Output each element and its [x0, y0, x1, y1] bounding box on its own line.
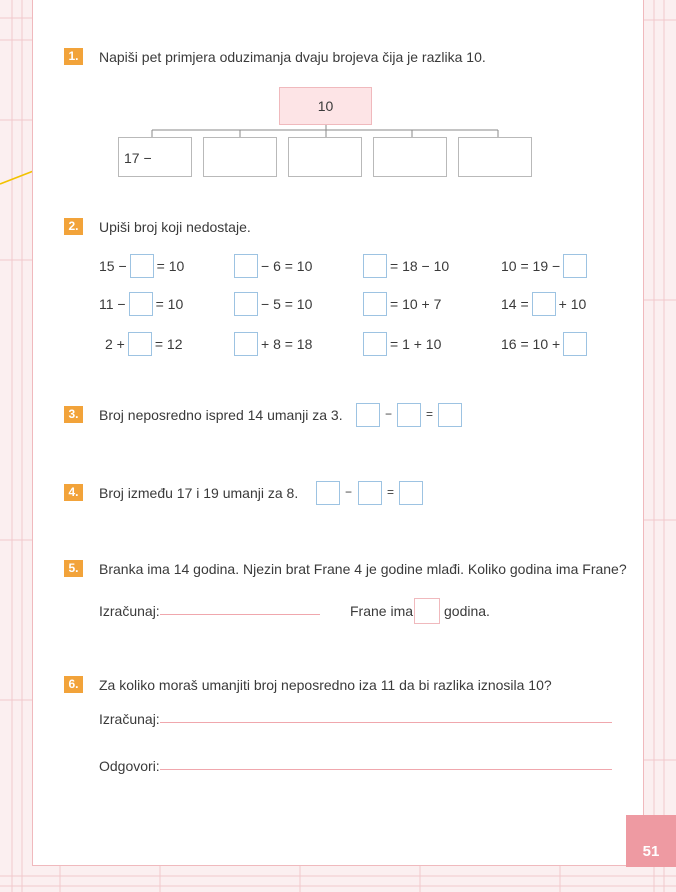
equation-right: = 12 [154, 336, 183, 352]
answer-box[interactable] [397, 403, 421, 427]
tree-answer-box[interactable] [203, 137, 277, 177]
task-text: Napiši pet primjera oduzimanja dvaju brojeva čija je razlika 10. [99, 49, 486, 65]
task-number: 6. [64, 676, 83, 693]
answer-prefix: Frane ima [350, 603, 414, 619]
task-text: Branka ima 14 godina. Njezin brat Frane 4 je godine mlađi. Koliko godina ima Frane? [99, 561, 627, 577]
equals-sign: = [387, 485, 395, 499]
equation-right: − 6 = 10 [261, 258, 313, 274]
missing-number-box[interactable] [129, 292, 153, 316]
equation-left: 14 = [501, 296, 529, 312]
equation-right: − 5 = 10 [261, 296, 313, 312]
equation [363, 331, 441, 357]
equation-left: 11 − [99, 296, 126, 312]
task-text: Za koliko moraš umanjiti broj neposredno iza 11 da bi razlika iznosila 10? [99, 677, 552, 693]
equation-right: = 10 + 7 [390, 296, 442, 312]
equation-right: = 10 [156, 258, 185, 274]
task-number: 4. [64, 484, 83, 501]
tree-answer-box[interactable] [288, 137, 362, 177]
equation [501, 291, 586, 317]
missing-number-box[interactable] [234, 254, 258, 278]
answer-box[interactable] [414, 598, 440, 624]
calculate-label: Izračunaj: [99, 603, 160, 619]
equation [234, 291, 312, 317]
minus-sign: − [345, 485, 353, 499]
tree-root-box [279, 87, 372, 125]
missing-number-box[interactable] [234, 292, 258, 316]
task-text: Broj neposredno ispred 14 umanji za 3. [99, 407, 343, 423]
missing-number-box[interactable] [363, 254, 387, 278]
answer-suffix: godina. [444, 603, 490, 619]
missing-number-box[interactable] [563, 254, 587, 278]
answer-line[interactable] [160, 769, 612, 770]
missing-number-box[interactable] [130, 254, 154, 278]
calculation-line[interactable] [160, 722, 612, 723]
equation-right: = 18 − 10 [390, 258, 450, 274]
task-text: Upiši broj koji nedostaje. [99, 219, 251, 235]
answer-box[interactable] [316, 481, 340, 505]
task-number: 3. [64, 406, 83, 423]
missing-number-box[interactable] [563, 332, 587, 356]
equation-right: + 8 = 18 [261, 336, 313, 352]
missing-number-box[interactable] [363, 332, 387, 356]
answer-box[interactable] [356, 403, 380, 427]
equation-left: 16 = 10 + [501, 336, 561, 352]
missing-number-box[interactable] [532, 292, 556, 316]
equation [105, 331, 183, 357]
task-number: 2. [64, 218, 83, 235]
minus-sign: − [385, 407, 393, 421]
equation-left: 2 + [105, 336, 125, 352]
equation-right: = 1 + 10 [390, 336, 442, 352]
answer-box[interactable] [399, 481, 423, 505]
task-text: Broj između 17 i 19 umanji za 8. [99, 485, 299, 501]
equation [363, 253, 449, 279]
equation [234, 331, 312, 357]
equation [501, 253, 587, 279]
equals-sign: = [426, 407, 434, 421]
equation [99, 253, 184, 279]
page-number-badge [626, 815, 676, 867]
equation-right: = 10 [155, 296, 184, 312]
tree-answer-box[interactable] [373, 137, 447, 177]
calculate-label: Izračunaj: [99, 711, 160, 727]
task-number: 1. [64, 48, 83, 65]
missing-number-box[interactable] [128, 332, 152, 356]
page-number: 51 [642, 843, 660, 860]
answer-box[interactable] [358, 481, 382, 505]
tree-first-entry: 17 − [124, 150, 152, 166]
tree-root-value: 10 [317, 98, 334, 114]
calculation-line[interactable] [160, 614, 320, 615]
missing-number-box[interactable] [234, 332, 258, 356]
equation [363, 291, 441, 317]
answer-label: Odgovori: [99, 758, 160, 774]
equation [99, 291, 183, 317]
equation [501, 331, 587, 357]
equation-left: 15 − [99, 258, 127, 274]
missing-number-box[interactable] [363, 292, 387, 316]
tree-answer-box[interactable] [458, 137, 532, 177]
equation-right: + 10 [558, 296, 587, 312]
tree-answer-box[interactable] [118, 137, 192, 177]
equation-left: 10 = 19 − [501, 258, 561, 274]
task-number: 5. [64, 560, 83, 577]
equation [234, 253, 312, 279]
answer-box[interactable] [438, 403, 462, 427]
